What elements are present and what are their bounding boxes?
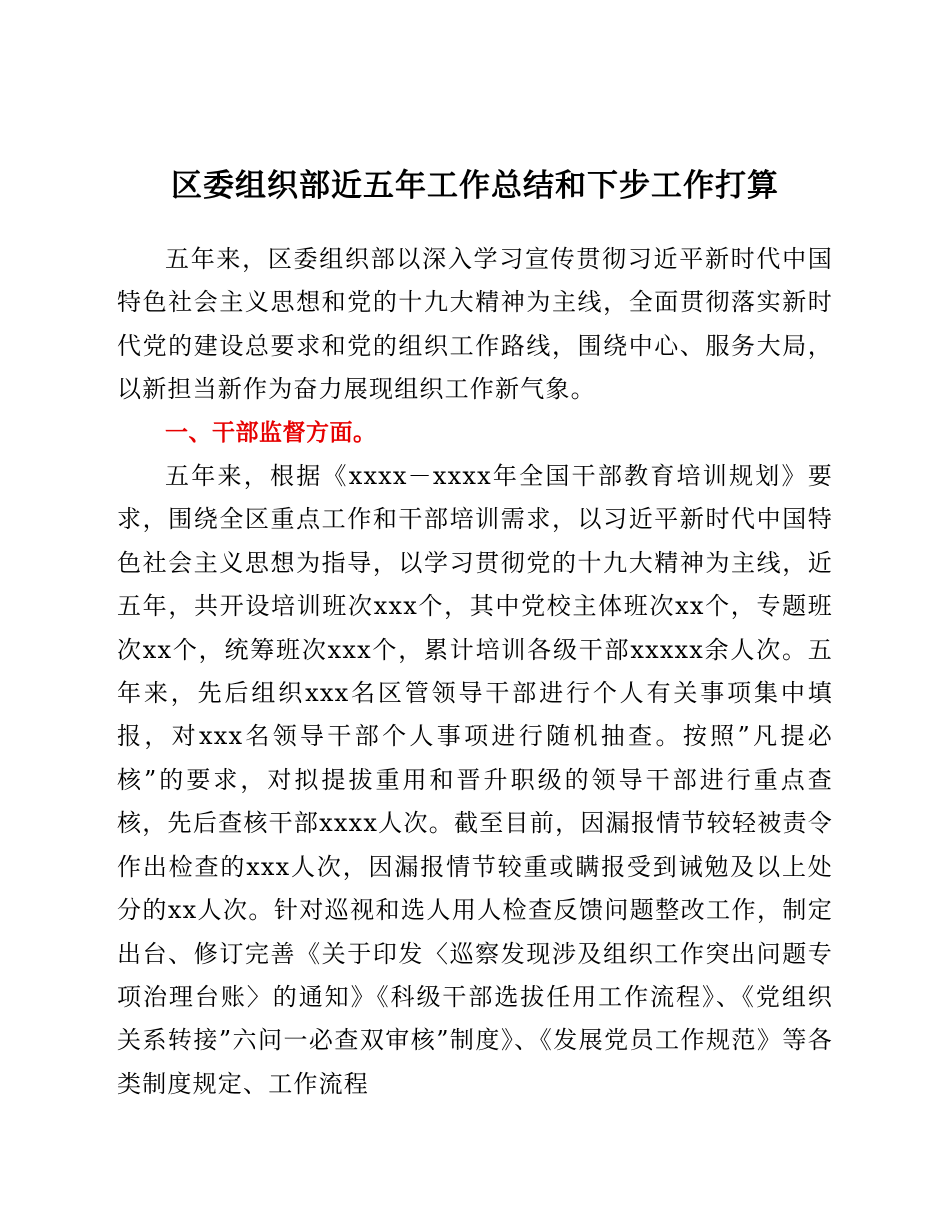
section-paragraph: 五年来，根据《xxxx－xxxx年全国干部教育培训规划》要求，围绕全区重点工作和干部培训需求，以习近平新时代中国特色社会主义思想为指导，以学习贯彻党的十九大精神为主线，近五年，共开设培训班次xxx个，其中党校主体班次xx个，专题班次xx个，统筹班次xxx个，累计培训各级干部xxxxx余人次。五年来，先后组织xxx名区管领导干部进行个人有关事项集中填报，对xxx名领导干部个人事项进行随机抽查。按照”凡提必核”的要求，对拟提拔重用和晋升职级的领导干部进行重点查核，先后查核干部xxxx人次。截至目前，因漏报情节较轻被责令作出检查的xxx人次，因漏报情节较重或瞒报受到诫勉及以上处分的xx人次。针对巡视和选人用人检查反馈问题整改工作，制定出台、修订完善《关于印发〈巡察发现涉及组织工作突出问题专项治理台账〉的通知》《科级干部选拔任用工作流程》、《党组织关系转接”六问一必查双审核”制度》、《发展党员工作规范》等各类制度规定、工作流程 <box>117 462 833 1098</box>
document-body <box>117 238 833 1106</box>
intro-paragraph: 五年来，区委组织部以深入学习宣传贯彻习近平新时代中国特色社会主义思想和党的十九大精神为主线，全面贯彻落实新时代党的建设总要求和党的组织工作路线，围绕中心、服务大局，以新担当新作为奋力展现组织工作新气象。 <box>117 245 833 404</box>
document-title: 区委组织部近五年工作总结和下步工作打算 <box>171 168 779 204</box>
section-heading: 一、干部监督方面。 <box>165 419 377 446</box>
